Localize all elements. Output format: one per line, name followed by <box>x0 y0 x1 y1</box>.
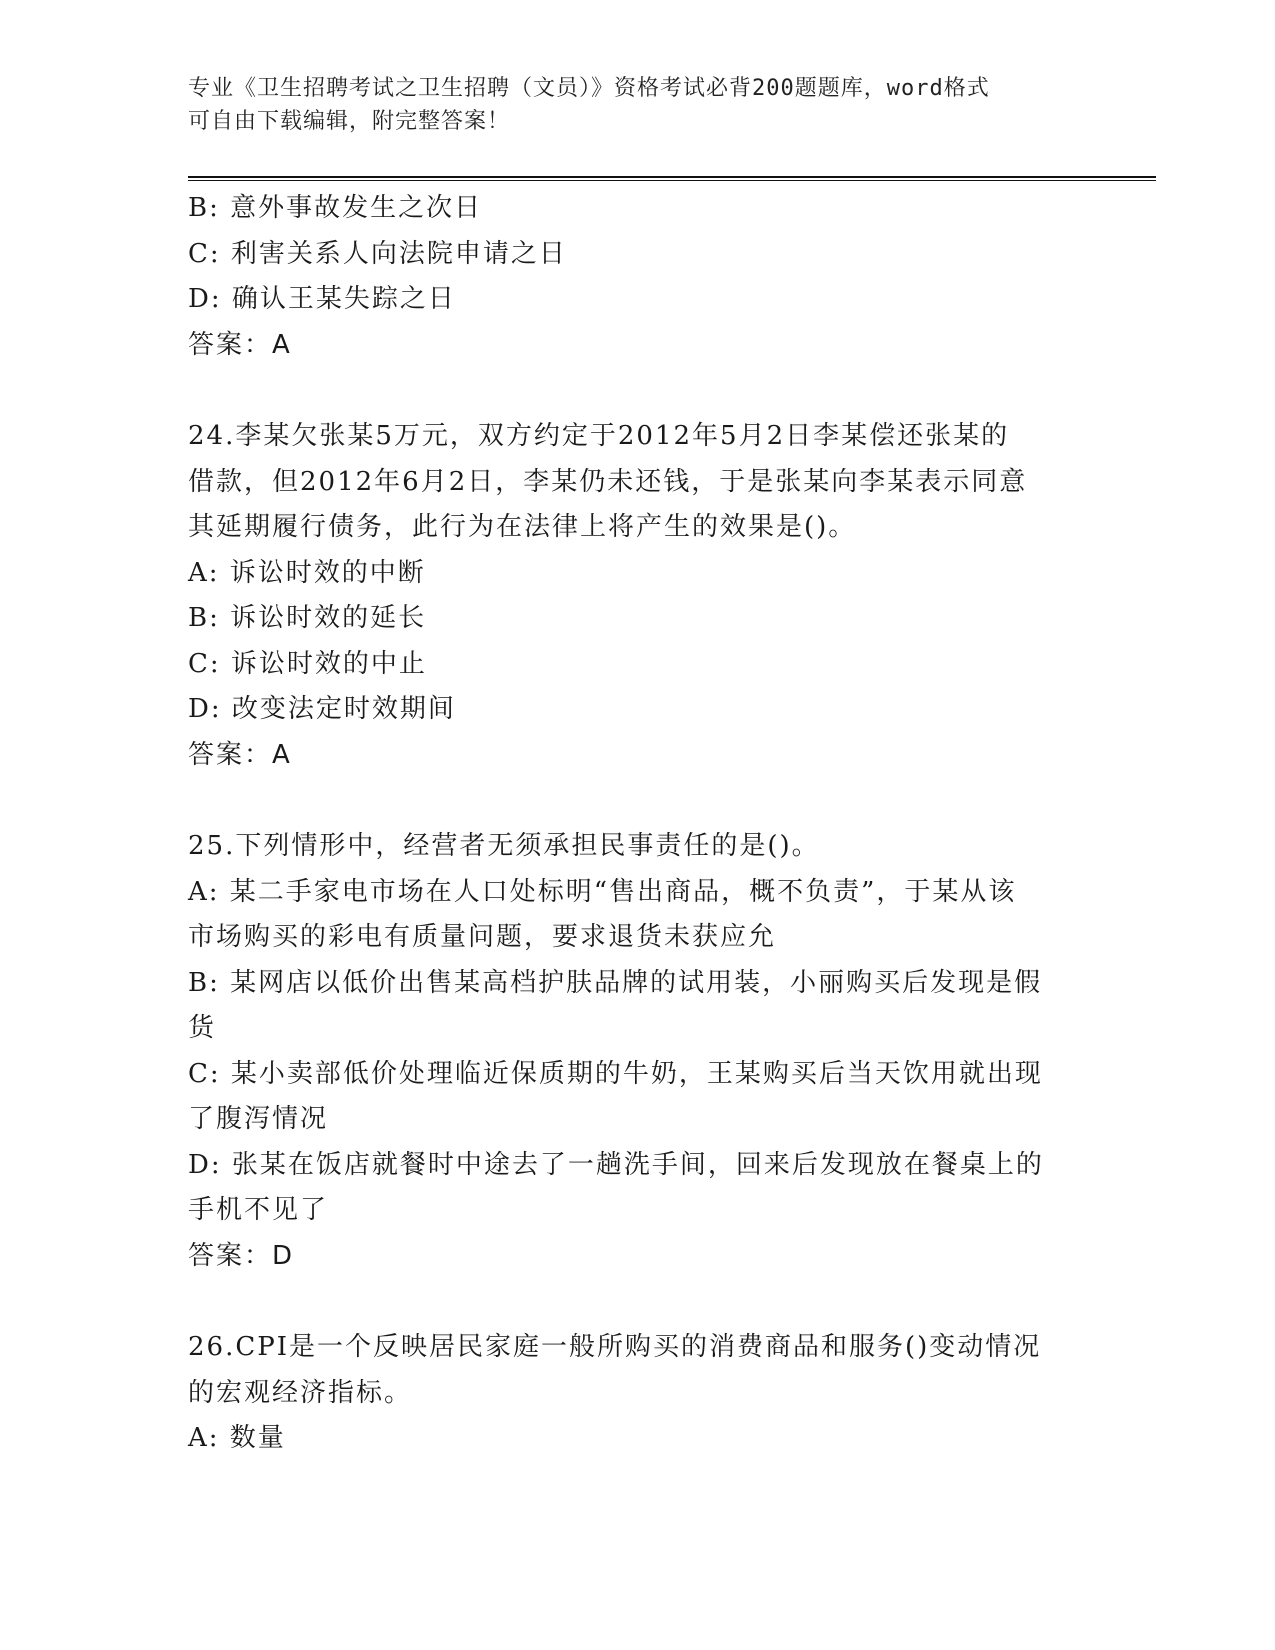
answer: 答案：A <box>188 739 292 770</box>
option-b: B: 意外事故发生之次日 <box>188 193 483 223</box>
option-c: C: 诉讼时效的中止 <box>188 648 427 679</box>
question-stem: 借款，但2012年6月2日，李某仍未还钱，于是张某向李某表示同意 <box>188 466 1028 497</box>
question-stem: 25.下列情形中，经营者无须承担民事责任的是()。 <box>188 831 820 861</box>
question-stem: 26.CPI是一个反映居民家庭一般所购买的消费商品和服务()变动情况 <box>188 1332 1042 1362</box>
answer: 答案：D <box>188 1240 295 1271</box>
answer: 答案：A <box>188 329 292 360</box>
option-a: A: 某二手家电市场在人口处标明“售出商品，概不负责”，于某从该 <box>188 876 1017 907</box>
option-c: C: 某小卖部低价处理临近保质期的牛奶，王某购买后当天饮用就出现 <box>188 1058 1043 1089</box>
option-b-continued: 货 <box>188 1013 217 1043</box>
header-divider <box>188 176 1156 181</box>
document-header <box>188 72 1068 138</box>
header-title-line-2: 可自由下载编辑，附完整答案！ <box>188 109 511 134</box>
option-a: A: 诉讼时效的中断 <box>188 557 426 588</box>
question-25 <box>188 824 1068 1279</box>
header-title-line-1: 专业《卫生招聘考试之卫生招聘（文员）》资格考试必背200题题库，word格式 <box>188 76 990 101</box>
question-23-tail <box>188 186 1068 368</box>
option-d: D: 确认王某失踪之日 <box>188 284 456 314</box>
option-c: C: 利害关系人向法院申请之日 <box>188 238 567 269</box>
option-a-continued: 市场购买的彩电有质量问题，要求退货未获应允 <box>188 922 777 952</box>
spacer <box>188 1279 1068 1325</box>
option-b: B: 某网店以低价出售某高档护肤品牌的试用装，小丽购买后发现是假 <box>188 967 1043 998</box>
spacer <box>188 778 1068 824</box>
question-24 <box>188 414 1068 778</box>
spacer <box>188 368 1068 414</box>
question-stem: 24.李某欠张某5万元，双方约定于2012年5月2日李某偿还张某的 <box>188 421 1010 451</box>
option-a: A: 数量 <box>188 1423 286 1453</box>
question-stem: 的宏观经济指标。 <box>188 1377 413 1408</box>
option-b: B: 诉讼时效的延长 <box>188 603 427 633</box>
option-d: D: 张某在饭店就餐时中途去了一趟洗手间，回来后发现放在餐桌上的 <box>188 1149 1044 1180</box>
document-body <box>188 186 1068 1462</box>
question-26 <box>188 1325 1068 1462</box>
option-c-continued: 了腹泻情况 <box>188 1104 329 1134</box>
option-d-continued: 手机不见了 <box>188 1195 329 1225</box>
question-stem: 其延期履行债务，此行为在法律上将产生的效果是()。 <box>188 512 857 542</box>
option-d: D: 改变法定时效期间 <box>188 694 456 724</box>
